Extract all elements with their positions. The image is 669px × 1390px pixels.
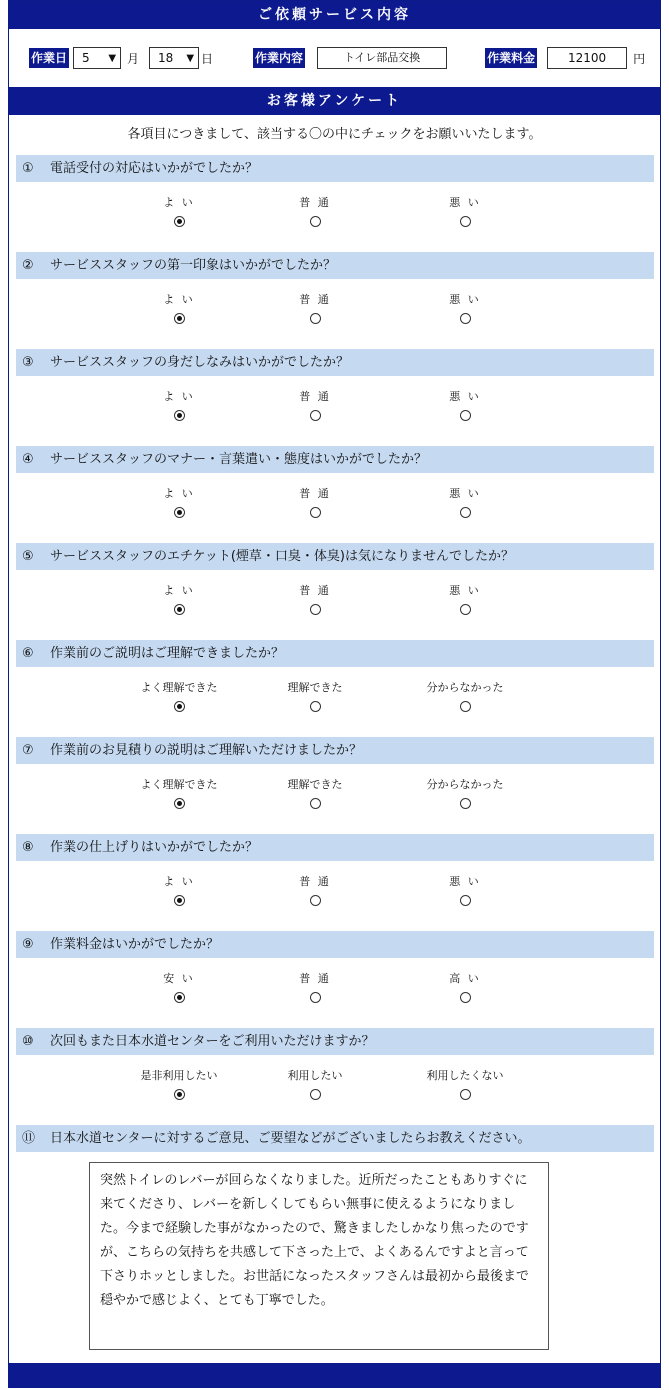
answer-option[interactable]	[255, 293, 375, 328]
option-label: よく理解できた	[140, 778, 218, 791]
question-heading	[16, 640, 654, 667]
question-text: サービススタッフの身だしなみはいかがでしたか？	[50, 355, 350, 370]
day-value: 18	[158, 51, 174, 65]
survey-intro: 各項目につきまして、該当する〇の中にチェックをお願いいたします。	[127, 127, 542, 142]
answer-option[interactable]	[405, 293, 525, 328]
answer-options	[9, 376, 660, 446]
radio-unselected[interactable]	[310, 604, 321, 615]
service-details-row	[9, 29, 660, 87]
option-label: よ い	[163, 196, 195, 209]
question-number: ①	[22, 161, 34, 176]
option-label: 悪 い	[449, 487, 481, 500]
option-label: 悪 い	[449, 584, 481, 597]
radio-unselected[interactable]	[310, 313, 321, 324]
option-label: 分からなかった	[426, 778, 504, 791]
answer-option[interactable]	[405, 875, 525, 910]
answer-option[interactable]	[255, 584, 375, 619]
question-text: 作業前のお見積りの説明はご理解いただけましたか？	[50, 743, 363, 758]
answer-options	[9, 1055, 660, 1125]
answer-option[interactable]	[119, 681, 239, 716]
answer-option[interactable]	[405, 196, 525, 231]
radio-unselected[interactable]	[460, 701, 471, 712]
option-label: 普 通	[299, 584, 331, 597]
radio-selected[interactable]	[174, 313, 185, 324]
comment-box[interactable]: 突然トイレのレバーが回らなくなりました。近所だったこともありすぐに来てくださり、レバーを新しくしてもらい無事に使えるようになりました。今まで経験した事がなかったので、驚きましたしかなり焦ったのですが、こちらの気持ちを共感して下さった上で、よくあるんですよと言って下さりホッとしました。お世話になったスタッフさんは最初から最後まで穏やかで感じよく、とても丁寧でした。	[89, 1162, 549, 1350]
option-label: 普 通	[299, 487, 331, 500]
answer-options	[9, 667, 660, 737]
question-heading	[16, 543, 654, 570]
radio-unselected[interactable]	[460, 410, 471, 421]
radio-unselected[interactable]	[460, 895, 471, 906]
comment-question-heading	[16, 1125, 654, 1152]
question-number: ④	[22, 452, 34, 467]
answer-option[interactable]	[405, 778, 525, 813]
answer-option[interactable]	[255, 778, 375, 813]
radio-unselected[interactable]	[310, 507, 321, 518]
radio-unselected[interactable]	[310, 992, 321, 1003]
question-heading	[16, 349, 654, 376]
radio-unselected[interactable]	[310, 410, 321, 421]
radio-selected[interactable]	[174, 216, 185, 227]
question-text: 電話受付の対応はいかがでしたか？	[50, 161, 259, 176]
day-select[interactable]	[149, 47, 199, 69]
fee-field[interactable]: 12100	[547, 47, 627, 69]
answer-options	[9, 764, 660, 834]
survey-form	[8, 0, 661, 1388]
radio-unselected[interactable]	[460, 313, 471, 324]
chevron-down-icon: ▼	[108, 52, 117, 64]
question-number: ⑩	[22, 1034, 34, 1049]
option-label: 利用したい	[287, 1069, 343, 1082]
answer-option[interactable]	[405, 972, 525, 1007]
option-label: 安 い	[163, 972, 195, 985]
option-label: 悪 い	[449, 196, 481, 209]
question-heading	[16, 252, 654, 279]
option-label: よく理解できた	[140, 681, 218, 694]
question-heading	[16, 931, 654, 958]
question-text: サービススタッフのエチケット(煙草・口臭・体臭)は気になりませんでしたか？	[50, 549, 514, 564]
radio-unselected[interactable]	[310, 701, 321, 712]
question-text: 作業の仕上げりはいかがでしたか？	[50, 840, 259, 855]
answer-option[interactable]	[255, 1069, 375, 1104]
answer-option[interactable]	[119, 487, 239, 522]
answer-option[interactable]	[255, 681, 375, 716]
day-unit: 日	[201, 51, 214, 66]
question-number: ⑤	[22, 549, 34, 564]
question-number: ⑦	[22, 743, 34, 758]
answer-option[interactable]	[119, 972, 239, 1007]
radio-unselected[interactable]	[310, 798, 321, 809]
answer-option[interactable]	[405, 681, 525, 716]
radio-unselected[interactable]	[460, 216, 471, 227]
question-number: ⑧	[22, 840, 34, 855]
answer-options	[9, 182, 660, 252]
radio-selected[interactable]	[174, 507, 185, 518]
question-number: ③	[22, 355, 34, 370]
option-label: 普 通	[299, 196, 331, 209]
radio-unselected[interactable]	[460, 507, 471, 518]
radio-unselected[interactable]	[460, 992, 471, 1003]
answer-option[interactable]	[119, 196, 239, 231]
month-unit: 月	[127, 51, 140, 66]
question-number: ⑪	[22, 1131, 36, 1146]
fee-label: 作業料金	[485, 48, 537, 68]
option-label: 分からなかった	[426, 681, 504, 694]
answer-options	[9, 279, 660, 349]
answer-option[interactable]	[255, 875, 375, 910]
radio-selected[interactable]	[174, 895, 185, 906]
answer-option[interactable]	[405, 487, 525, 522]
option-label: よ い	[163, 293, 195, 306]
radio-unselected[interactable]	[460, 798, 471, 809]
option-label: 普 通	[299, 875, 331, 888]
question-text: 次回もまた日本水道センターをご利用いただけますか？	[50, 1034, 375, 1049]
option-label: 利用したくない	[426, 1069, 504, 1082]
work-field[interactable]: トイレ部品交換	[317, 47, 447, 69]
radio-unselected[interactable]	[460, 604, 471, 615]
answer-option[interactable]	[119, 390, 239, 425]
month-select[interactable]	[73, 47, 121, 69]
radio-unselected[interactable]	[310, 895, 321, 906]
chevron-down-icon: ▼	[186, 52, 195, 64]
answer-options	[9, 473, 660, 543]
answer-option[interactable]	[119, 293, 239, 328]
question-heading	[16, 446, 654, 473]
fee-unit: 円	[633, 51, 646, 66]
question-heading	[16, 155, 654, 182]
date-label: 作業日	[29, 48, 69, 68]
answer-option[interactable]	[119, 1069, 239, 1104]
radio-selected[interactable]	[174, 410, 185, 421]
answer-option[interactable]	[255, 196, 375, 231]
question-number: ②	[22, 258, 34, 273]
month-value: 5	[82, 51, 90, 65]
option-label: 理解できた	[287, 778, 343, 791]
question-text: 作業料金はいかがでしたか？	[50, 937, 220, 952]
option-label: 悪 い	[449, 875, 481, 888]
radio-unselected[interactable]	[460, 1089, 471, 1100]
answer-option[interactable]	[255, 972, 375, 1007]
question-number: ⑨	[22, 937, 34, 952]
option-label: 悪 い	[449, 390, 481, 403]
service-header: ご依頼サービス内容	[9, 1, 660, 29]
survey-header: お客様アンケート	[9, 87, 660, 115]
answer-option[interactable]	[255, 390, 375, 425]
question-number: ⑥	[22, 646, 34, 661]
question-heading	[16, 1028, 654, 1055]
answer-option[interactable]	[119, 875, 239, 910]
radio-selected[interactable]	[174, 604, 185, 615]
option-label: 是非利用したい	[140, 1069, 218, 1082]
option-label: よ い	[163, 390, 195, 403]
question-heading	[16, 834, 654, 861]
question-text: 作業前のご説明はご理解できましたか？	[50, 646, 285, 661]
answer-option[interactable]	[405, 584, 525, 619]
answer-options	[9, 861, 660, 931]
radio-selected[interactable]	[174, 701, 185, 712]
option-label: 悪 い	[449, 293, 481, 306]
question-text: 日本水道センターに対するご意見、ご要望などがございましたらお教えください。	[50, 1131, 531, 1146]
option-label: 普 通	[299, 293, 331, 306]
option-label: 理解できた	[287, 681, 343, 694]
answer-option[interactable]	[405, 1069, 525, 1104]
answer-option[interactable]	[119, 584, 239, 619]
option-label: よ い	[163, 487, 195, 500]
footer-bar	[9, 1363, 660, 1387]
option-label: よ い	[163, 875, 195, 888]
work-label: 作業内容	[253, 48, 305, 68]
answer-option[interactable]	[405, 390, 525, 425]
answer-option[interactable]	[119, 778, 239, 813]
answer-options	[9, 958, 660, 1028]
radio-selected[interactable]	[174, 992, 185, 1003]
option-label: 普 通	[299, 972, 331, 985]
option-label: よ い	[163, 584, 195, 597]
option-label: 普 通	[299, 390, 331, 403]
radio-unselected[interactable]	[310, 216, 321, 227]
question-text: サービススタッフのマナー・言葉遣い・態度はいかがでしたか？	[50, 452, 428, 467]
question-list	[9, 155, 660, 1125]
radio-selected[interactable]	[174, 798, 185, 809]
option-label: 高 い	[449, 972, 481, 985]
question-text: サービススタッフの第一印象はいかがでしたか？	[50, 258, 337, 273]
radio-selected[interactable]	[174, 1089, 185, 1100]
answer-options	[9, 570, 660, 640]
radio-unselected[interactable]	[310, 1089, 321, 1100]
question-heading	[16, 737, 654, 764]
answer-option[interactable]	[255, 487, 375, 522]
